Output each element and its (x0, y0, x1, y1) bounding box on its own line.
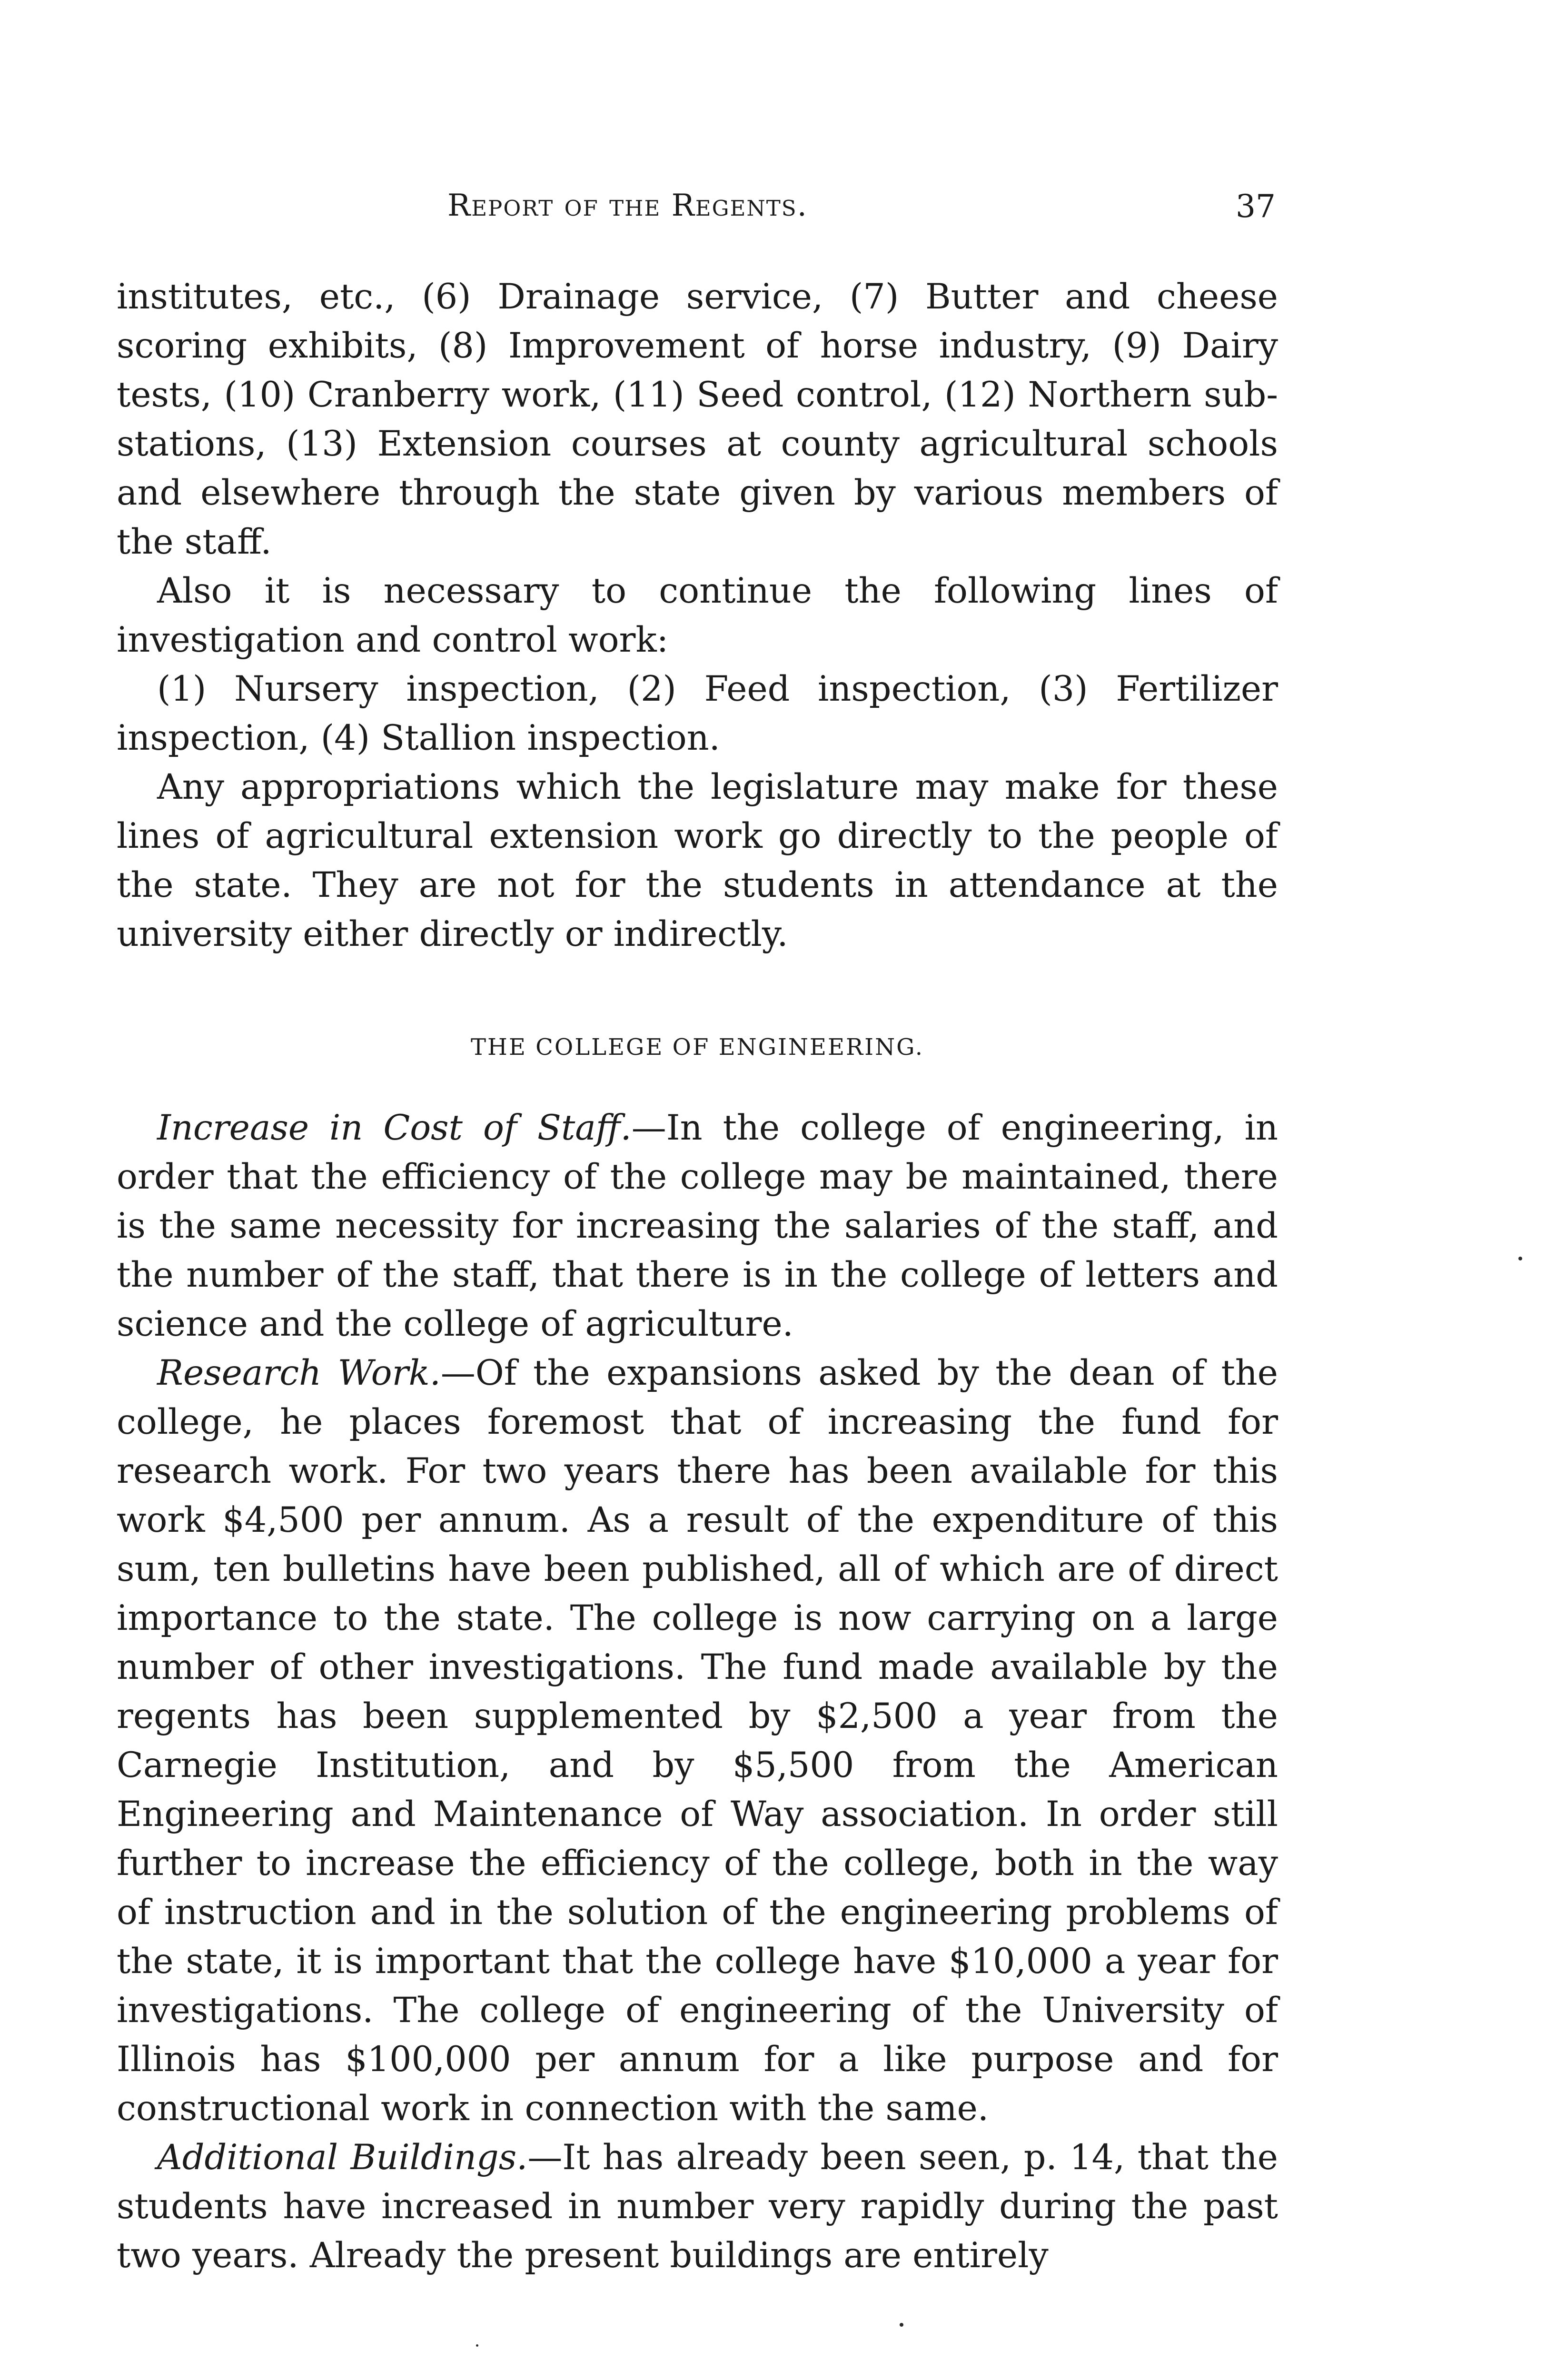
section-engineering (117, 1103, 1278, 2280)
page-number: 37 (1236, 188, 1276, 225)
paragraph-investigation-intro: Also it is necessary to continue the following lines of investigation and control work: (117, 571, 1278, 660)
text-additional-buildings: —It has already been seen, p. 14, that the students have increased in number very rapidly during the past two years. Already the present buildings are entirely (117, 2137, 1278, 2276)
lead-additional-buildings: Additional Buildings. (157, 2137, 528, 2178)
lead-staff-cost: Increase in Cost of Staff. (157, 1108, 632, 1148)
paragraph-additional-buildings (117, 2133, 1278, 2280)
scan-speck (900, 2323, 903, 2327)
paragraph-inspection-list: (1) Nursery inspection, (2) Feed inspection, (3) Fertilizer inspection, (4) Stallion inspection. (117, 669, 1278, 758)
paragraph-appropriations: Any appropriations which the legislature may make for these lines of agricultural extension work go directly to the people of the state. They are not for the students in attendance at the university either directly or indirectly. (117, 767, 1278, 954)
scan-speck (1518, 1257, 1522, 1260)
scan-speck (476, 2344, 478, 2347)
text-research-work: —Of the expansions asked by the dean of the college, he places foremost that of increasing the fund for research work. For two years there has been available for this work $4,500 per annum. As a result of the expenditure of this sum, ten bulletins have been published, all of which are of direct importance to the state. The college is now carrying on a large number of other investigations. The fund made available by the regents has been supplemented by $2,500 a year from the Carnegie Institution, and by $5,500 from the American Engineering and Maintenance of Way association. In order still further to increase the efficiency of the college, both in the way of instruction and in the solution of the engineering problems of the state, it is important that the college have $10,000 a year for investigations. The college of engineering of the University of Illinois has $100,000 per annum for a like purpose and for constructional work in connection with the same. (117, 1353, 1278, 2129)
running-header (119, 188, 1276, 236)
paragraph-staff-cost (117, 1103, 1278, 1349)
running-title: Report of the Regents. (447, 188, 808, 223)
section-agriculture-continued (117, 272, 1278, 959)
paragraph-research-work (117, 1349, 1278, 2133)
section-heading-engineering: THE COLLEGE OF ENGINEERING. (470, 1034, 924, 1061)
lead-research-work: Research Work. (157, 1353, 441, 1393)
paragraph-extension-list: institutes, etc., (6) Drainage service, (7) Butter and cheese scoring exhibits, (8) Improvement of horse industry, (9) Dairy tests, (10) Cranberry work, (11) Seed control, (12) Northern sub-stations, (13) Extension courses at county agricultural schools and elsewhere through the state given by various members of the staff. (117, 277, 1278, 562)
text-staff-cost: —In the college of engineering, in order that the efficiency of the college may be maintained, there is the same necessity for increasing the salaries of the staff, and the number of the staff, that there is in the college of letters and science and the college of agriculture. (117, 1108, 1278, 1344)
